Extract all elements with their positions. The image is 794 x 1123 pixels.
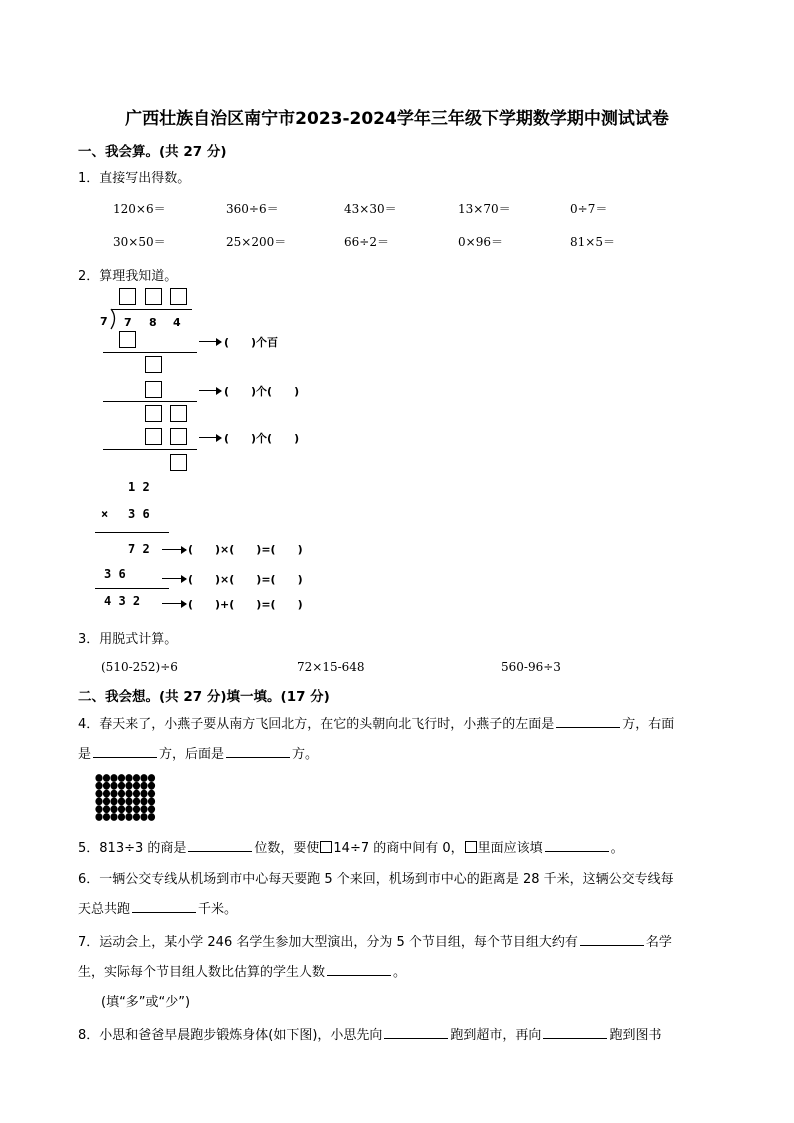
answer-blank[interactable] bbox=[327, 961, 391, 976]
quotient-box[interactable] bbox=[145, 288, 162, 305]
answer-blank[interactable] bbox=[384, 1024, 448, 1039]
dot bbox=[118, 790, 125, 798]
dot bbox=[133, 782, 140, 790]
dot-array-figure bbox=[95, 774, 157, 822]
dot bbox=[133, 774, 140, 782]
dot bbox=[95, 813, 102, 821]
arrow-icon bbox=[199, 437, 221, 438]
division-bracket bbox=[107, 308, 121, 330]
q1-item: 43×30＝ bbox=[344, 202, 397, 216]
dot bbox=[148, 798, 155, 806]
dot bbox=[148, 790, 155, 798]
dot bbox=[125, 813, 132, 821]
dot bbox=[103, 782, 110, 790]
section-2-heading: 二、我会想。(共 27 分)填一填。(17 分) bbox=[78, 689, 330, 705]
q3-label: 3．用脱式计算。 bbox=[78, 632, 178, 647]
dot bbox=[140, 774, 147, 782]
q4-line-1 bbox=[78, 713, 674, 732]
answer-box[interactable] bbox=[170, 428, 187, 445]
dot bbox=[95, 790, 102, 798]
dot bbox=[125, 774, 132, 782]
section-1-heading: 一、我会算。(共 27 分) bbox=[78, 144, 227, 160]
arrow-icon bbox=[199, 390, 221, 391]
q1-item: 360÷6＝ bbox=[226, 202, 279, 216]
dot bbox=[140, 782, 147, 790]
arrow-icon bbox=[162, 603, 186, 604]
dot bbox=[140, 813, 147, 821]
q1-item: 25×200＝ bbox=[226, 235, 287, 249]
answer-box[interactable] bbox=[145, 381, 162, 398]
dot bbox=[95, 782, 102, 790]
answer-blank[interactable] bbox=[545, 837, 609, 852]
q1-item: 30×50＝ bbox=[113, 235, 166, 249]
q1-item: 120×6＝ bbox=[113, 202, 166, 216]
q5-text: 。 bbox=[610, 841, 624, 856]
dot bbox=[118, 805, 125, 813]
dot bbox=[125, 805, 132, 813]
answer-box[interactable] bbox=[145, 356, 162, 373]
q5-text: 14÷7 的商中间有 0， bbox=[333, 841, 464, 856]
answer-blank[interactable] bbox=[226, 743, 290, 758]
q5-text: 位数，要使 bbox=[254, 841, 320, 856]
division-line bbox=[103, 401, 197, 402]
q8-text: 跑到图书 bbox=[609, 1028, 662, 1043]
dot bbox=[95, 798, 102, 806]
product: 4 3 2 bbox=[104, 594, 141, 608]
dividend-digit: 7 bbox=[124, 316, 132, 329]
partial-product: 3 6 bbox=[104, 567, 126, 581]
q5-line bbox=[78, 837, 624, 856]
mult-line bbox=[95, 532, 169, 533]
division-bar bbox=[112, 309, 192, 310]
arrow-icon bbox=[162, 549, 186, 550]
dot bbox=[148, 805, 155, 813]
answer-blank[interactable] bbox=[93, 743, 157, 758]
q8-text: 8．小思和爸爸早晨跑步锻炼身体(如下图)，小思先向 bbox=[78, 1028, 383, 1043]
step-1-annotation: ( )个百 bbox=[224, 336, 279, 349]
mult-step-2: ( )×( )=( ) bbox=[188, 573, 303, 586]
dot bbox=[148, 813, 155, 821]
dot bbox=[103, 813, 110, 821]
q6-text: 千米。 bbox=[198, 902, 238, 917]
mult-step-1: ( )×( )=( ) bbox=[188, 543, 303, 556]
arrow-icon bbox=[162, 578, 186, 579]
dot bbox=[133, 805, 140, 813]
square-box-icon bbox=[320, 841, 332, 853]
mult-step-3: ( )+( )=( ) bbox=[188, 598, 303, 611]
dot bbox=[103, 774, 110, 782]
times-sign: × bbox=[101, 507, 109, 521]
dot bbox=[125, 798, 132, 806]
dot bbox=[133, 798, 140, 806]
page-title: 广西壮族自治区南宁市2023-2024学年三年级下学期数学期中测试试卷 bbox=[125, 109, 669, 129]
q6-line-1: 6．一辆公交专线从机场到市中心每天要跑 5 个来回，机场到市中心的距离是 28 千米，这辆公交专线每 bbox=[78, 872, 674, 887]
answer-box[interactable] bbox=[145, 405, 162, 422]
q4-text: 是 bbox=[78, 747, 92, 762]
mult-line bbox=[95, 588, 169, 589]
dividend-digit: 4 bbox=[173, 316, 181, 329]
q7-text: 名学 bbox=[645, 935, 672, 950]
multiplier: 3 6 bbox=[128, 507, 150, 521]
dot bbox=[103, 798, 110, 806]
dot bbox=[118, 782, 125, 790]
answer-box[interactable] bbox=[170, 405, 187, 422]
dot bbox=[118, 813, 125, 821]
quotient-box[interactable] bbox=[170, 288, 187, 305]
dot bbox=[110, 774, 117, 782]
dot bbox=[148, 782, 155, 790]
q6-text: 天总共跑 bbox=[78, 902, 131, 917]
q4-text: 方。 bbox=[292, 747, 319, 762]
dot bbox=[118, 798, 125, 806]
division-line bbox=[103, 352, 197, 353]
dot bbox=[140, 805, 147, 813]
answer-blank[interactable] bbox=[556, 713, 620, 728]
dot bbox=[110, 790, 117, 798]
q3-item: 72×15-648 bbox=[297, 660, 365, 674]
dot bbox=[140, 790, 147, 798]
q1-item: 0÷7＝ bbox=[570, 202, 608, 216]
q7-hint: (填“多”或“少”) bbox=[101, 995, 191, 1010]
q2-label: 2．算理我知道。 bbox=[78, 269, 178, 284]
answer-blank[interactable] bbox=[188, 837, 252, 852]
q4-text: 4．春天来了，小燕子要从南方飞回北方，在它的头朝向北飞行时，小燕子的左面是 bbox=[78, 717, 555, 732]
dot bbox=[103, 790, 110, 798]
q5-text: 里面应该填 bbox=[477, 841, 543, 856]
dot bbox=[110, 813, 117, 821]
multiplicand: 1 2 bbox=[128, 480, 150, 494]
dot bbox=[95, 805, 102, 813]
square-box-icon bbox=[465, 841, 477, 853]
answer-box[interactable] bbox=[145, 428, 162, 445]
dot bbox=[125, 790, 132, 798]
q5-text: 5．813÷3 的商是 bbox=[78, 841, 187, 856]
q1-item: 81×5＝ bbox=[570, 235, 615, 249]
q3-item: (510-252)÷6 bbox=[101, 660, 178, 674]
dot bbox=[110, 805, 117, 813]
answer-blank[interactable] bbox=[543, 1024, 607, 1039]
step-2-annotation: ( )个( ) bbox=[224, 385, 300, 398]
q7-text: 。 bbox=[393, 965, 407, 980]
dot bbox=[133, 813, 140, 821]
q1-item: 66÷2＝ bbox=[344, 235, 389, 249]
dot bbox=[133, 790, 140, 798]
arrow-icon bbox=[199, 341, 221, 342]
q3-item: 560-96÷3 bbox=[501, 660, 561, 674]
answer-blank[interactable] bbox=[580, 931, 644, 946]
q7-line-2 bbox=[78, 961, 406, 980]
q7-line-1 bbox=[78, 931, 672, 950]
step-3-annotation: ( )个( ) bbox=[224, 432, 300, 445]
dot bbox=[140, 798, 147, 806]
q1-label: 1．直接写出得数。 bbox=[78, 171, 191, 186]
division-line bbox=[103, 449, 197, 450]
dot bbox=[118, 774, 125, 782]
dot bbox=[95, 774, 102, 782]
q4-text: 方，后面是 bbox=[159, 747, 225, 762]
q1-item: 0×96＝ bbox=[458, 235, 503, 249]
answer-blank[interactable] bbox=[132, 898, 196, 913]
q7-text: 7．运动会上，某小学 246 名学生参加大型演出，分为 5 个节目组，每个节目组大约有 bbox=[78, 935, 578, 950]
partial-product: 7 2 bbox=[128, 542, 150, 556]
q6-line-2 bbox=[78, 898, 237, 917]
answer-box[interactable] bbox=[119, 331, 136, 348]
q8-text: 跑到超市，再向 bbox=[450, 1028, 542, 1043]
q8-line bbox=[78, 1024, 661, 1043]
dot bbox=[110, 782, 117, 790]
dot bbox=[103, 805, 110, 813]
dividend-digit: 8 bbox=[149, 316, 157, 329]
q7-text: 生，实际每个节目组人数比估算的学生人数 bbox=[78, 965, 326, 980]
q4-line-2 bbox=[78, 743, 318, 762]
quotient-box[interactable] bbox=[119, 288, 136, 305]
dot bbox=[125, 782, 132, 790]
q1-item: 13×70＝ bbox=[458, 202, 511, 216]
dot bbox=[110, 798, 117, 806]
dot bbox=[148, 774, 155, 782]
q4-text: 方，右面 bbox=[622, 717, 675, 732]
divisor: 7 bbox=[100, 315, 108, 328]
remainder-box[interactable] bbox=[170, 454, 187, 471]
